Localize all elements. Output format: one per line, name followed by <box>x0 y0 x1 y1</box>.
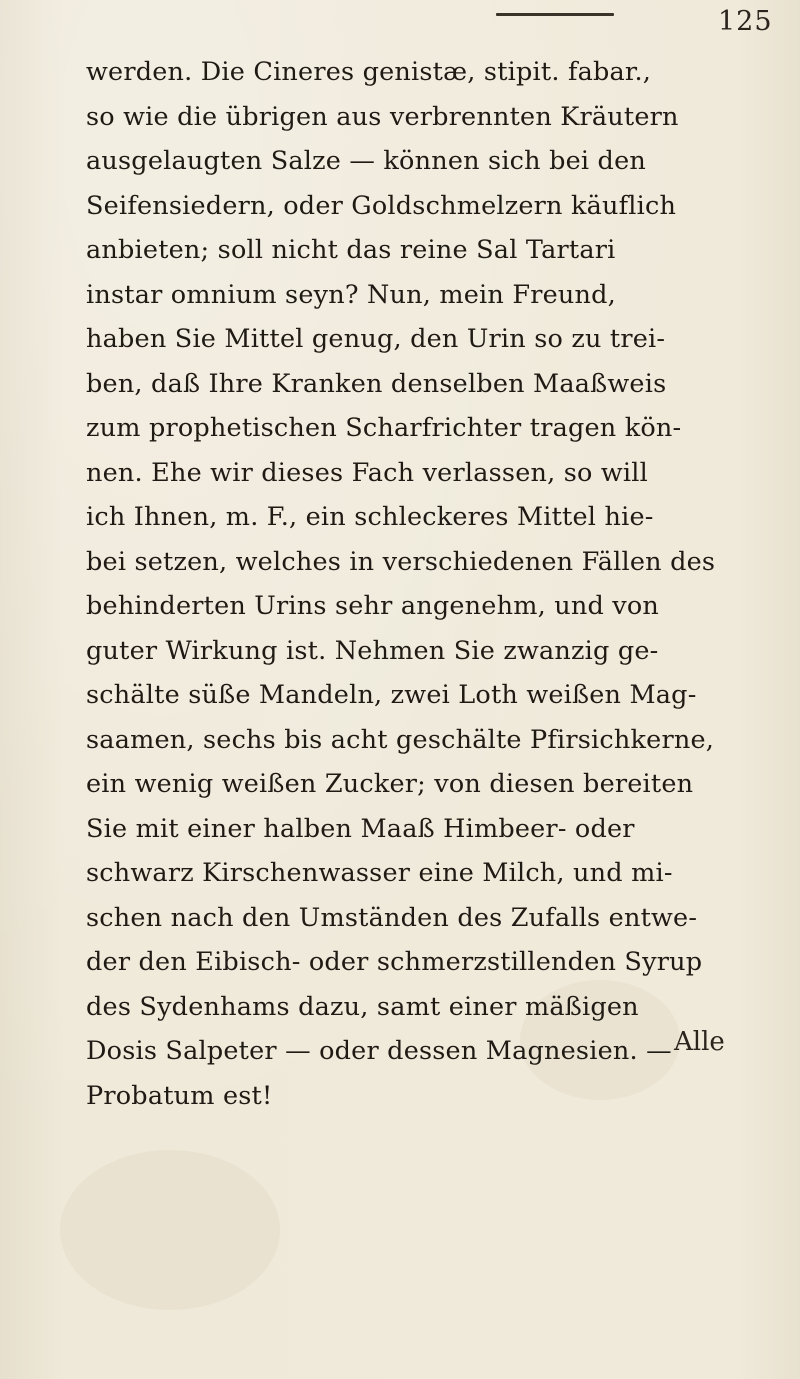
text-line: nen. Ehe wir dieses Fach verlassen, so will <box>86 457 648 488</box>
text-line: haben Sie Mittel genug, den Urin so zu trei- <box>86 324 666 354</box>
paper-stain <box>60 1150 280 1310</box>
text-line: instar omnium seyn? Nun, mein Freund, <box>86 279 616 310</box>
text-line: Seifensiedern, oder Goldschmelzern käuflich <box>86 190 677 221</box>
text-line: schälte süße Mandeln, zwei Loth weißen Mag- <box>86 680 697 710</box>
text-line: ben, daß Ihre Kranken denselben Maaßweis <box>86 368 667 399</box>
text-line: Probatum est! <box>86 1080 273 1111</box>
text-line: so wie die übrigen aus verbrennten Kräutern <box>86 101 679 132</box>
text-line: des Sydenhams dazu, samt einer mäßigen <box>86 991 639 1022</box>
text-line: schwarz Kirschenwasser eine Milch, und mi- <box>86 858 673 888</box>
text-line: anbieten; soll nicht das reine Sal Tartari <box>86 235 616 265</box>
text-line: ausgelaugten Salze — können sich bei den <box>86 146 646 176</box>
text-line: der den Eibisch- oder schmerzstillenden Syrup <box>86 947 703 977</box>
text-line: ein wenig weißen Zucker; von diesen bereiten <box>86 769 694 799</box>
text-line: zum prophetischen Scharfrichter tragen kön- <box>86 413 682 443</box>
text-line: behinderten Urins sehr angenehm, und von <box>86 591 660 621</box>
header-rule <box>496 13 614 16</box>
text-line: Sie mit einer halben Maaß Himbeer- oder <box>86 813 635 844</box>
text-line: bei setzen, welches in verschiedenen Fällen des <box>86 546 716 577</box>
catchword: Alle <box>674 1027 725 1057</box>
page-number: 125 <box>718 6 773 37</box>
body-text <box>86 50 786 1118</box>
text-line: guter Wirkung ist. Nehmen Sie zwanzig ge- <box>86 635 659 666</box>
text-line: Dosis Salpeter — oder dessen Magnesien. — <box>86 1036 672 1066</box>
text-line: saamen, sechs bis acht geschälte Pfirsichkerne, <box>86 724 715 755</box>
text-line: schen nach den Umständen des Zufalls entwe- <box>86 902 698 933</box>
text-line: ich Ihnen, m. F., ein schleckeres Mittel hie- <box>86 502 654 532</box>
text-line: werden. Die Cineres genistæ, stipit. fabar., <box>86 57 652 87</box>
